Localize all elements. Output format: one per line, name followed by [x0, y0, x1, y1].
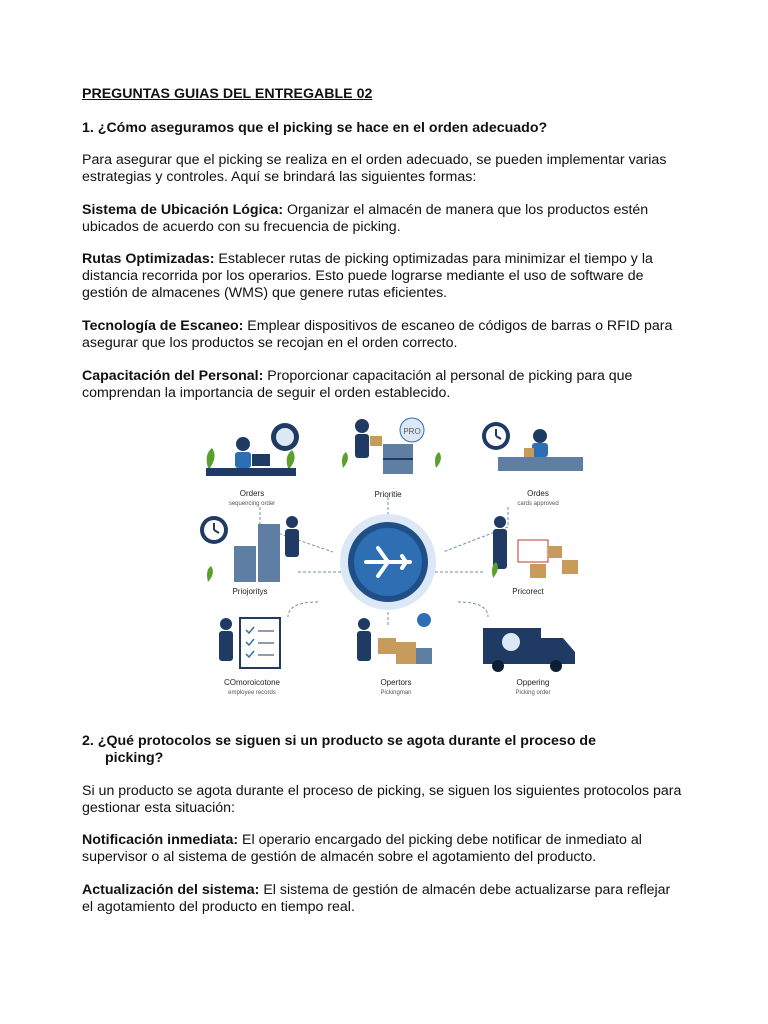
question-2-line1: 2. ¿Qué protocolos se siguen si un producto se agota durante el proceso de — [82, 733, 596, 749]
item-system-update — [82, 882, 682, 916]
label-orders-sub: sequencing order — [228, 501, 276, 507]
label-opertors-sub: Pickingman — [380, 690, 412, 696]
label-orders: Orders — [239, 489, 265, 498]
label-priojoritys: Priojoritys — [232, 587, 268, 596]
item-staff-training — [82, 368, 682, 402]
item-text: El operario encargado del picking debe notificar de inmediato al supervisor o al sistema de gestión de almacén sobre el agotamiento del producto. — [82, 832, 642, 865]
label-prioritie: Prioritie — [374, 490, 402, 499]
label-oppering: Oppering — [516, 678, 550, 687]
item-term: Rutas Optimizadas: — [82, 251, 215, 267]
badge-text: PRO — [403, 427, 421, 436]
document-title: PREGUNTAS GUIAS DEL ENTREGABLE 02 — [82, 86, 373, 102]
question-1-heading: 1. ¿Cómo aseguramos que el picking se hace en el orden adecuado? — [82, 120, 548, 136]
picking-process-illustration — [178, 412, 598, 705]
item-text: Establecer rutas de picking optimizadas para minimizar el tiempo y la distancia recorrida por los operarios. Esto puede lograrse mediante el uso de software de gestión de almacenes (WMS) que genere rutas eficientes. — [82, 251, 653, 301]
label-pricorect: Pricorect — [512, 587, 544, 596]
item-term: Tecnología de Escaneo: — [82, 318, 244, 334]
label-oppering-sub: Picking order — [515, 690, 551, 696]
item-text: Organizar el almacén de manera que los productos estén ubicados de acuerdo con su frecuencia de picking. — [82, 202, 649, 235]
label-comoroicotone: COmoroicotone — [223, 678, 281, 687]
item-scanning-technology — [82, 318, 682, 352]
item-immediate-notification — [82, 832, 682, 866]
item-optimized-routes — [82, 251, 682, 302]
label-ordes-sub: cards approved — [517, 501, 559, 507]
question-2-heading — [82, 733, 682, 767]
item-text: Proporcionar capacitación al personal de picking para que comprendan la importancia de seguir el orden establecido. — [82, 368, 633, 401]
communication-checklist-icon — [219, 618, 280, 668]
item-term: Capacitación del Personal: — [82, 368, 264, 384]
item-text: El sistema de gestión de almacén debe actualizarse para reflejar el agotamiento del producto en tiempo real. — [82, 882, 671, 915]
label-comoroicotone-sub: employee records — [228, 690, 276, 696]
item-text: Emplear dispositivos de escaneo de códigos de barras o RFID para asegurar que los productos se recojan en el orden correcto. — [82, 318, 673, 351]
item-logical-location — [82, 202, 682, 236]
question-2-line2: picking? — [105, 750, 164, 766]
item-term: Actualización del sistema: — [82, 882, 260, 898]
center-airplane-icon — [340, 514, 436, 610]
question-2-intro: Si un producto se agota durante el proceso de picking, se siguen los siguientes protocolos para gestionar esta situación: — [82, 783, 682, 816]
label-opertors: Opertors — [380, 678, 412, 687]
question-1-intro: Para asegurar que el picking se realiza en el orden adecuado, se pueden implementar varias estrategias y controles. Aquí se brindará las siguientes formas: — [82, 152, 667, 185]
item-term: Notificación inmediata: — [82, 832, 239, 848]
label-ordes: Ordes — [527, 489, 549, 498]
item-term: Sistema de Ubicación Lógica: — [82, 202, 284, 218]
